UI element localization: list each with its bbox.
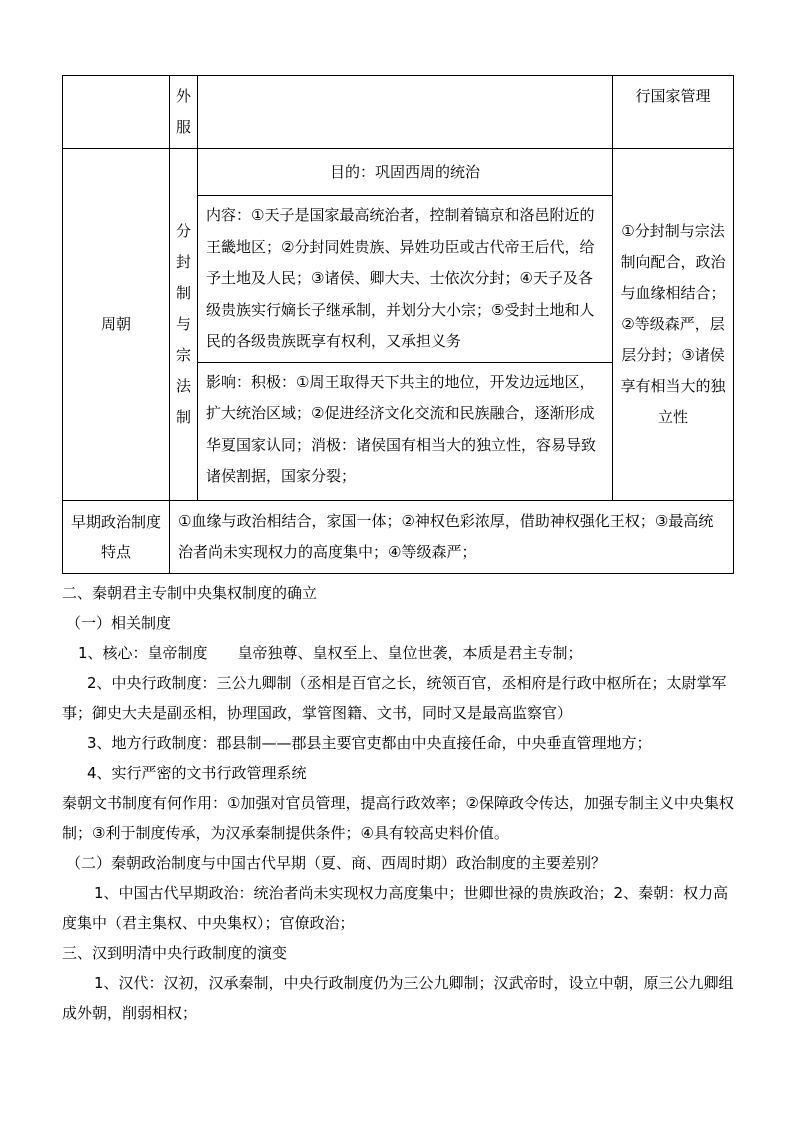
char: 法 [175,377,191,395]
system-name-vertical [170,149,198,501]
system-summary: ①分封制与宗法制向配合，政治与血缘相结合；②等级森严，层层分封；③诸侯享有相当大的独立性 [613,149,734,501]
char: 外 [175,87,191,105]
system-detail-cell [198,149,613,501]
subsection-title: （二）秦朝政治制度与中国古代早期（夏、商、西周时期）政治制度的主要差别？ [66,854,607,872]
impact-text: 影响：积极：①周王取得天下共主的地位，开发边远地区，扩大统治区域；②促进经济文化交流和民族融合，逐渐形成华夏国家认同；消极：诸侯国有相当大的独立性，容易导致诸侯割据，国家分裂； [206,372,597,485]
char: 与 [175,315,191,333]
paragraph: 1、核心：皇帝制度 皇帝独尊、皇权至上、皇位世袭，本质是君主专制； [78,644,583,662]
char: 封 [175,253,191,271]
system-detail [198,149,612,497]
row0-col2 [170,76,198,149]
history-table [62,75,734,574]
section-title: 二、秦朝君主专制中央集权制度的确立 [62,584,318,602]
paragraph: 3、地方行政制度：郡县制——郡县主要官吏都由中央直接任命，中央垂直管理地方； [87,734,652,752]
section-title: 三、汉到明清中央行政制度的演变 [62,944,288,962]
paragraph: 4、实行严密的文书行政管理系统 [87,764,307,782]
features-label: 早期政治制度特点 [63,501,170,574]
char: 分 [175,222,191,240]
char: 服 [175,118,191,136]
aim-text: 目的：巩固西周的统治 [198,149,612,196]
char: 制 [175,284,191,302]
body-section [62,578,734,1028]
dynasty-label: 周朝 [63,149,170,501]
empty-cell [198,76,613,149]
paragraph: 秦朝文书制度有何作用：①加强对官员管理，提高行政效率；②保障政令传达，加强专制主义中央集权制；③利于制度传承，为汉承秦制提供条件；④具有较高史料价值。 [62,794,734,842]
char: 制 [175,408,191,426]
paragraph: 1、汉代：汉初，汉承秦制，中央行政制度仍为三公九卿制；汉武帝时，设立中朝，原三公九卿组成外朝，削弱相权； [62,974,734,1022]
row0-col4: 行国家管理 [613,76,734,149]
subsection-title: （一）相关制度 [66,614,172,632]
paragraph: 1、中国古代早期政治：统治者尚未实现权力高度集中；世卿世禄的贵族政治；2、秦朝：权力高度集中（君主集权、中央集权）；官僚政治； [62,884,729,932]
paragraph: 2、中央行政制度：三公九卿制（丞相是百官之长，统领百官，丞相府是行政中枢所在；太尉掌军事；御史大夫是副丞相，协理国政，掌管图籍、文书，同时又是最高监察官） [62,674,727,722]
empty-cell [63,76,170,149]
char: 宗 [175,346,191,364]
content-text: 内容：①天子是国家最高统治者，控制着镐京和洛邑附近的王畿地区；②分封同姓贵族、异姓功臣或古代帝王后代，给予土地及人民；③诸侯、卿大夫、士依次分封；④天子及各级贵族实行嫡长子继承制，并划分大小宗；⑤受封土地和人民的各级贵族既享有权利，又承担义务 [198,196,612,363]
features-text: ①血缘与政治相结合，家国一体；②神权色彩浓厚，借助神权强化王权；③最高统治者尚未实现权力的高度集中；④等级森严； [170,501,734,574]
